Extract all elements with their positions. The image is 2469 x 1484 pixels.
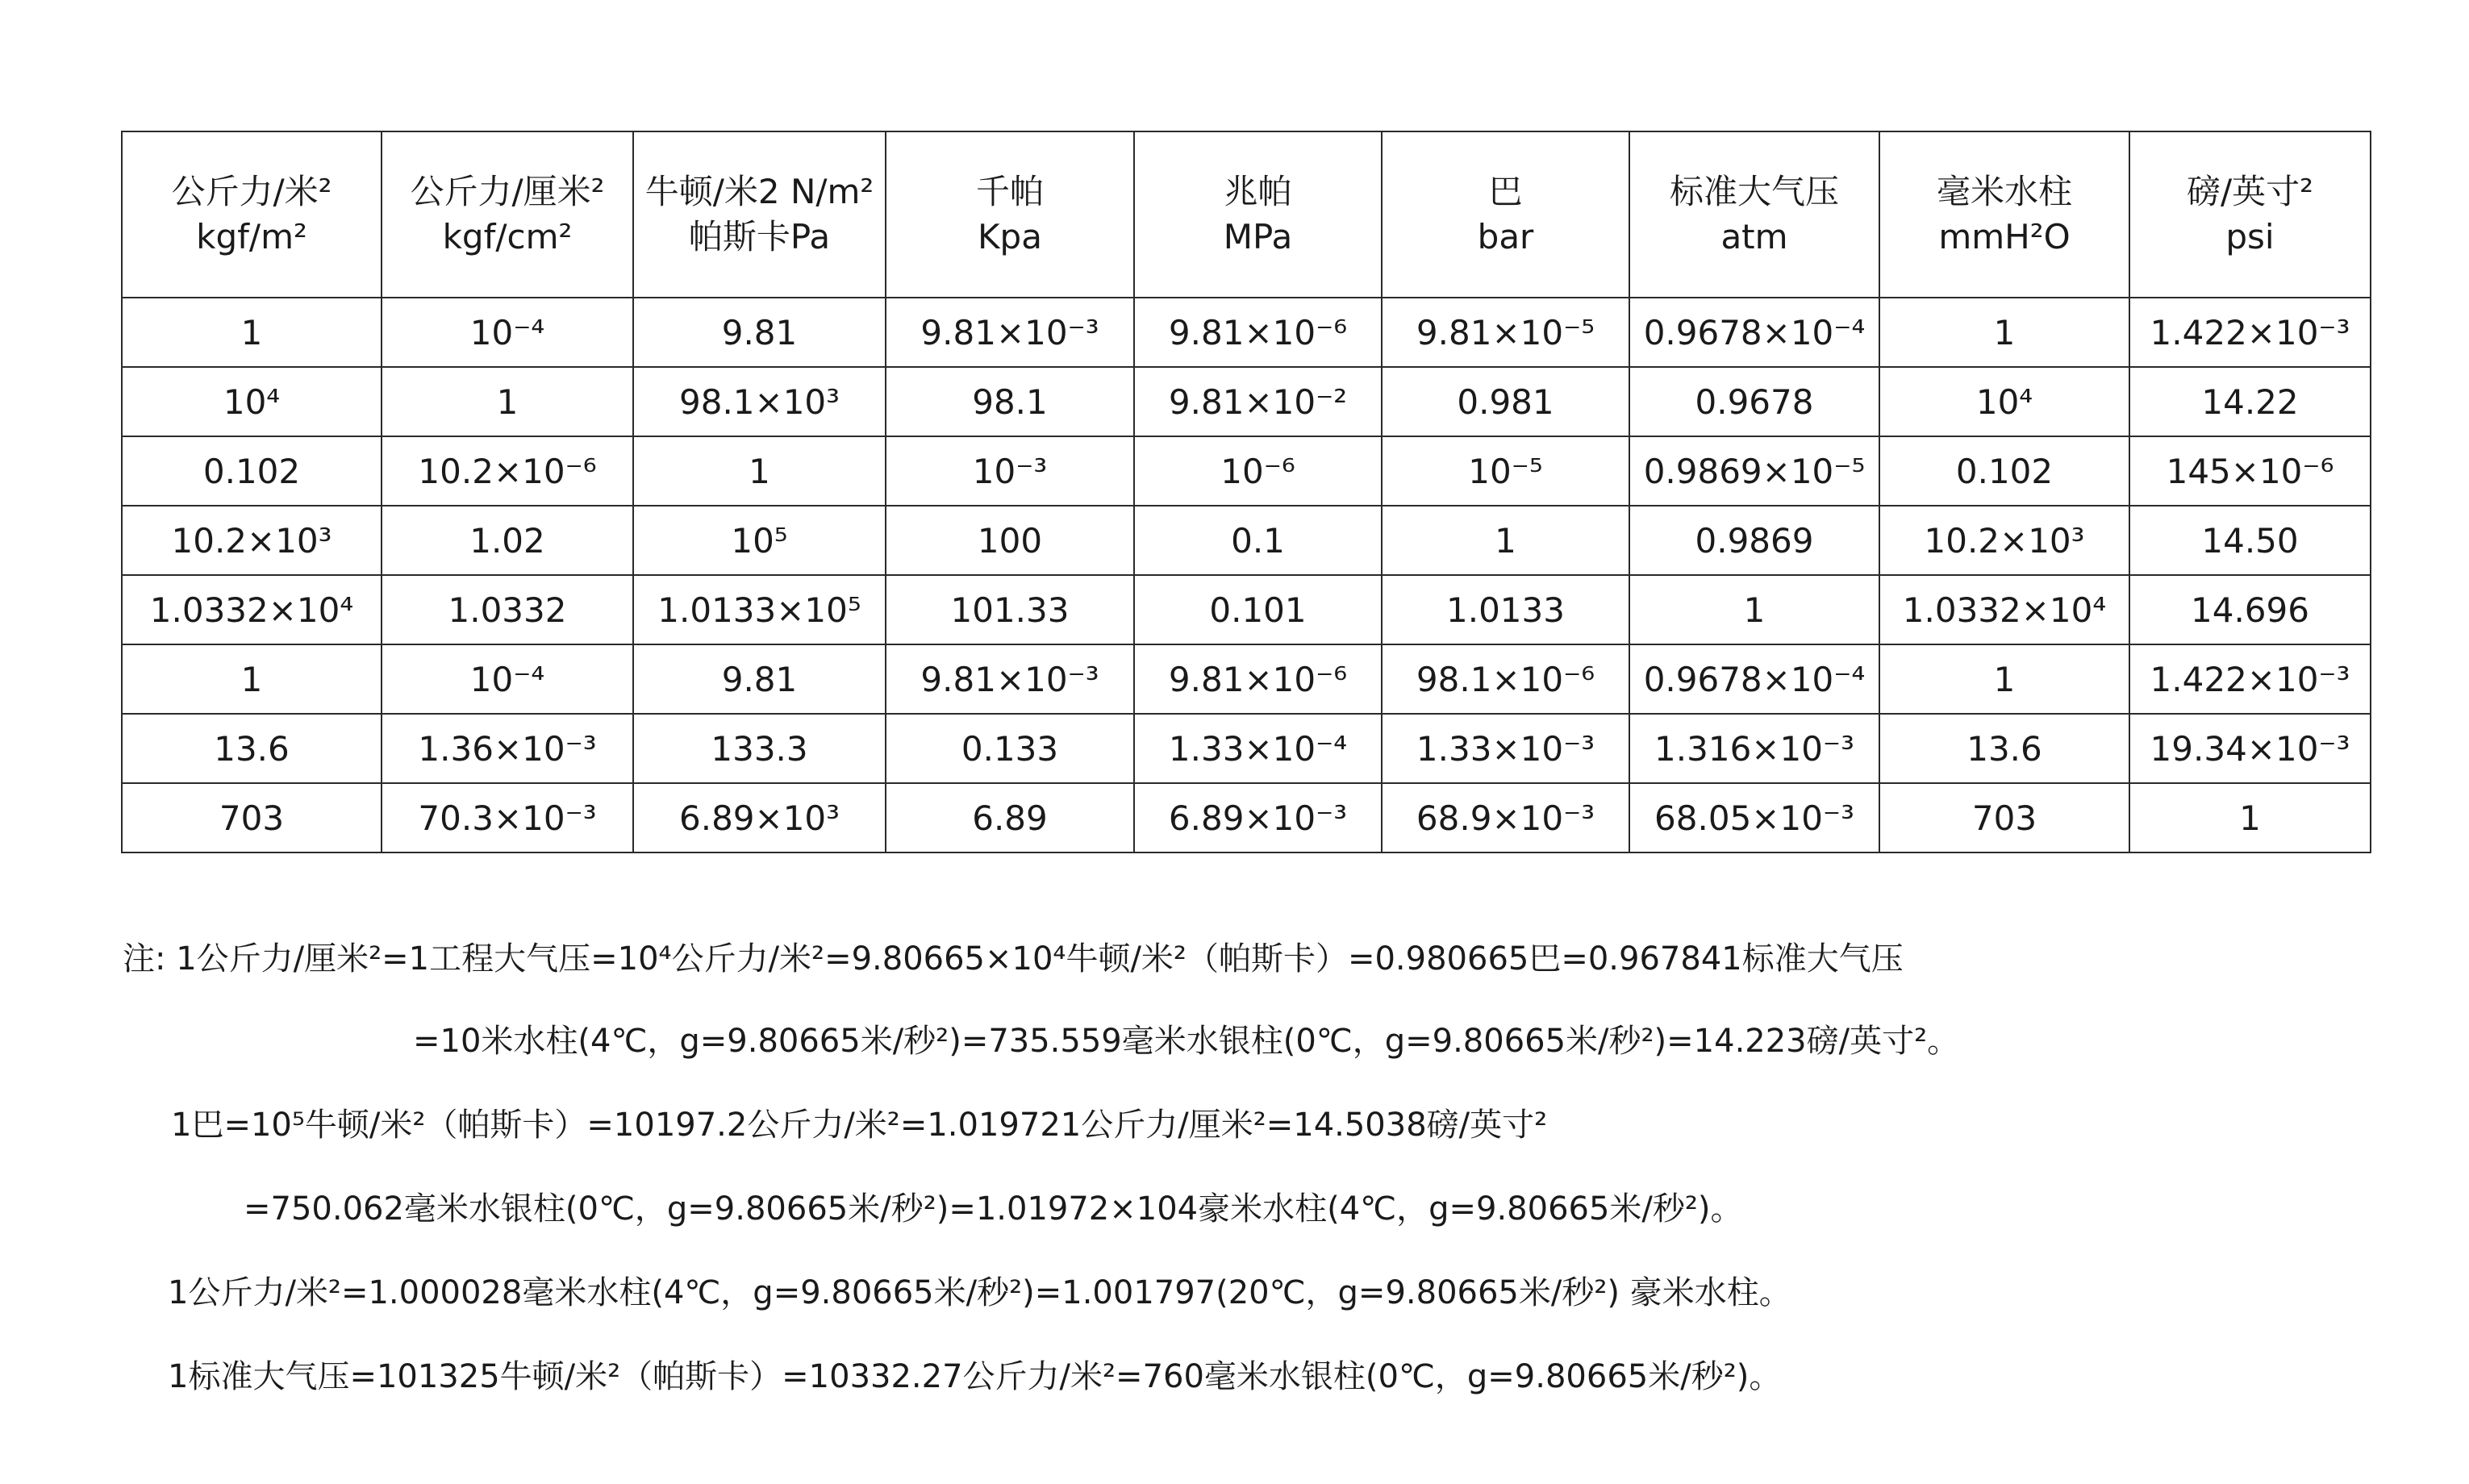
column-header-unit: kgf/m²: [196, 217, 307, 256]
table-cell: 1: [1382, 506, 1629, 575]
table-cell: 703: [122, 783, 382, 852]
table-cell: 0.102: [122, 436, 382, 506]
pressure-conversion-table: [121, 131, 2371, 853]
table-cell: 98.1×10⁻⁶: [1382, 644, 1629, 714]
table-cell: 1.33×10⁻³: [1382, 714, 1629, 783]
table-cell: 1.0332×10⁴: [1879, 575, 2129, 644]
table-cell: 10⁻⁴: [382, 644, 633, 714]
table-cell: 10.2×10³: [122, 506, 382, 575]
column-header-unit: mmH²O: [1938, 217, 2071, 256]
table-cell: 100: [886, 506, 1134, 575]
table-row: [122, 367, 2371, 436]
table-cell: 6.89: [886, 783, 1134, 852]
table-cell: 133.3: [633, 714, 886, 783]
note-line-5: 1公斤力/米²=1.000028毫米水柱(4℃，g=9.80665米/秒²)=1.001797(20℃，g=9.80665米/秒²) 豪米水柱。: [168, 1274, 1791, 1311]
column-header-chinese: 公斤力/米²: [171, 172, 332, 211]
table-cell: 9.81×10⁻⁶: [1134, 298, 1382, 367]
table-cell: 98.1×10³: [633, 367, 886, 436]
column-header: [382, 131, 633, 298]
table-cell: 1: [122, 644, 382, 714]
table-cell: 14.696: [2129, 575, 2371, 644]
table-cell: 1.422×10⁻³: [2129, 644, 2371, 714]
column-header: [1879, 131, 2129, 298]
table-cell: 68.05×10⁻³: [1629, 783, 1879, 852]
column-header: [2129, 131, 2371, 298]
table-row: [122, 506, 2371, 575]
column-header-unit: kgf/cm²: [442, 217, 573, 256]
column-header: [886, 131, 1134, 298]
table-cell: 0.9678×10⁻⁴: [1629, 298, 1879, 367]
note-line-1: 注: 1公斤力/厘米²=1工程大气压=10⁴公斤力/米²=9.80665×10⁴牛顿/米²（帕斯卡）=0.980665巴=0.967841标准大气压: [123, 940, 1904, 978]
column-header-chinese: 磅/英寸²: [2187, 172, 2313, 211]
table-cell: 6.89×10⁻³: [1134, 783, 1382, 852]
table-cell: 0.981: [1382, 367, 1629, 436]
table-cell: 98.1: [886, 367, 1134, 436]
table-cell: 1: [1879, 644, 2129, 714]
table-cell: 13.6: [122, 714, 382, 783]
table-cell: 9.81×10⁻³: [886, 298, 1134, 367]
column-header: [1382, 131, 1629, 298]
table-cell: 145×10⁻⁶: [2129, 436, 2371, 506]
table-row: [122, 575, 2371, 644]
column-header-unit: Kpa: [978, 217, 1042, 256]
table-cell: 10⁻⁶: [1134, 436, 1382, 506]
column-header-chinese: 巴: [1488, 172, 1523, 211]
column-header: [1629, 131, 1879, 298]
table-cell: 0.101: [1134, 575, 1382, 644]
column-header-chinese: 兆帕: [1224, 172, 1292, 211]
column-header: [633, 131, 886, 298]
column-header-unit: psi: [2225, 217, 2275, 256]
table-cell: 1: [633, 436, 886, 506]
note-line-4: =750.062毫米水银柱(0℃，g=9.80665米/秒²)=1.01972×104豪米水柱(4℃，g=9.80665米/秒²)。: [244, 1190, 1743, 1228]
column-header-chinese: 毫米水柱: [1936, 172, 2072, 211]
table-row: [122, 714, 2371, 783]
column-header-chinese: 千帕: [975, 172, 1044, 211]
column-header-chinese: 公斤力/厘米²: [410, 172, 605, 211]
table-header-row: [122, 131, 2371, 298]
table-cell: 1: [1879, 298, 2129, 367]
note-line-2: =10米水柱(4℃，g=9.80665米/秒²)=735.559毫米水银柱(0℃，g=9.80665米/秒²)=14.223磅/英寸²。: [413, 1023, 1960, 1060]
table-row: [122, 298, 2371, 367]
table-cell: 10.2×10⁻⁶: [382, 436, 633, 506]
note-line-6: 1标准大气压=101325牛顿/米²（帕斯卡）=10332.27公斤力/米²=760毫米水银柱(0℃，g=9.80665米/秒²)。: [168, 1358, 1782, 1395]
table-cell: 9.81×10⁻⁶: [1134, 644, 1382, 714]
table-body: [122, 298, 2371, 852]
table-cell: 1.0133×10⁵: [633, 575, 886, 644]
table-cell: 0.1: [1134, 506, 1382, 575]
table-cell: 14.22: [2129, 367, 2371, 436]
table-cell: 1: [2129, 783, 2371, 852]
table-cell: 1: [382, 367, 633, 436]
table-cell: 0.9869: [1629, 506, 1879, 575]
table-cell: 70.3×10⁻³: [382, 783, 633, 852]
column-header-unit: atm: [1720, 217, 1788, 256]
column-header-unit: MPa: [1223, 217, 1293, 256]
table-cell: 0.133: [886, 714, 1134, 783]
column-header: [1134, 131, 1382, 298]
column-header-chinese: 牛顿/米2 N/m²: [644, 172, 874, 211]
table-cell: 9.81×10⁻⁵: [1382, 298, 1629, 367]
table-cell: 1.0133: [1382, 575, 1629, 644]
table-cell: 68.9×10⁻³: [1382, 783, 1629, 852]
table-row: [122, 644, 2371, 714]
table-cell: 10⁻⁴: [382, 298, 633, 367]
table-cell: 1.422×10⁻³: [2129, 298, 2371, 367]
table-cell: 0.9678×10⁻⁴: [1629, 644, 1879, 714]
table-cell: 10⁵: [633, 506, 886, 575]
table-row: [122, 783, 2371, 852]
table-cell: 10⁻³: [886, 436, 1134, 506]
note-line-3: 1巴=10⁵牛顿/米²（帕斯卡）=10197.2公斤力/米²=1.019721公斤力/厘米²=14.5038磅/英寸²: [171, 1107, 1548, 1144]
table-cell: 1.33×10⁻⁴: [1134, 714, 1382, 783]
table-cell: 1.0332: [382, 575, 633, 644]
table-cell: 101.33: [886, 575, 1134, 644]
table-cell: 9.81: [633, 298, 886, 367]
column-header-unit: 帕斯卡Pa: [688, 217, 831, 256]
table-cell: 0.9869×10⁻⁵: [1629, 436, 1879, 506]
table-cell: 1.02: [382, 506, 633, 575]
table-row: [122, 436, 2371, 506]
table-cell: 1.0332×10⁴: [122, 575, 382, 644]
table-cell: 19.34×10⁻³: [2129, 714, 2371, 783]
table-cell: 1: [122, 298, 382, 367]
table-cell: 10⁻⁵: [1382, 436, 1629, 506]
table-cell: 0.9678: [1629, 367, 1879, 436]
table-cell: 1.316×10⁻³: [1629, 714, 1879, 783]
table-cell: 13.6: [1879, 714, 2129, 783]
table-cell: 9.81×10⁻³: [886, 644, 1134, 714]
table-cell: 1: [1629, 575, 1879, 644]
table-cell: 703: [1879, 783, 2129, 852]
table-cell: 10⁴: [1879, 367, 2129, 436]
table-cell: 10.2×10³: [1879, 506, 2129, 575]
column-header-unit: bar: [1477, 217, 1534, 256]
table-cell: 10⁴: [122, 367, 382, 436]
table-cell: 9.81×10⁻²: [1134, 367, 1382, 436]
table-cell: 6.89×10³: [633, 783, 886, 852]
table-cell: 1.36×10⁻³: [382, 714, 633, 783]
table-cell: 9.81: [633, 644, 886, 714]
table-cell: 0.102: [1879, 436, 2129, 506]
column-header: [122, 131, 382, 298]
column-header-chinese: 标准大气压: [1669, 172, 1839, 211]
table-cell: 14.50: [2129, 506, 2371, 575]
